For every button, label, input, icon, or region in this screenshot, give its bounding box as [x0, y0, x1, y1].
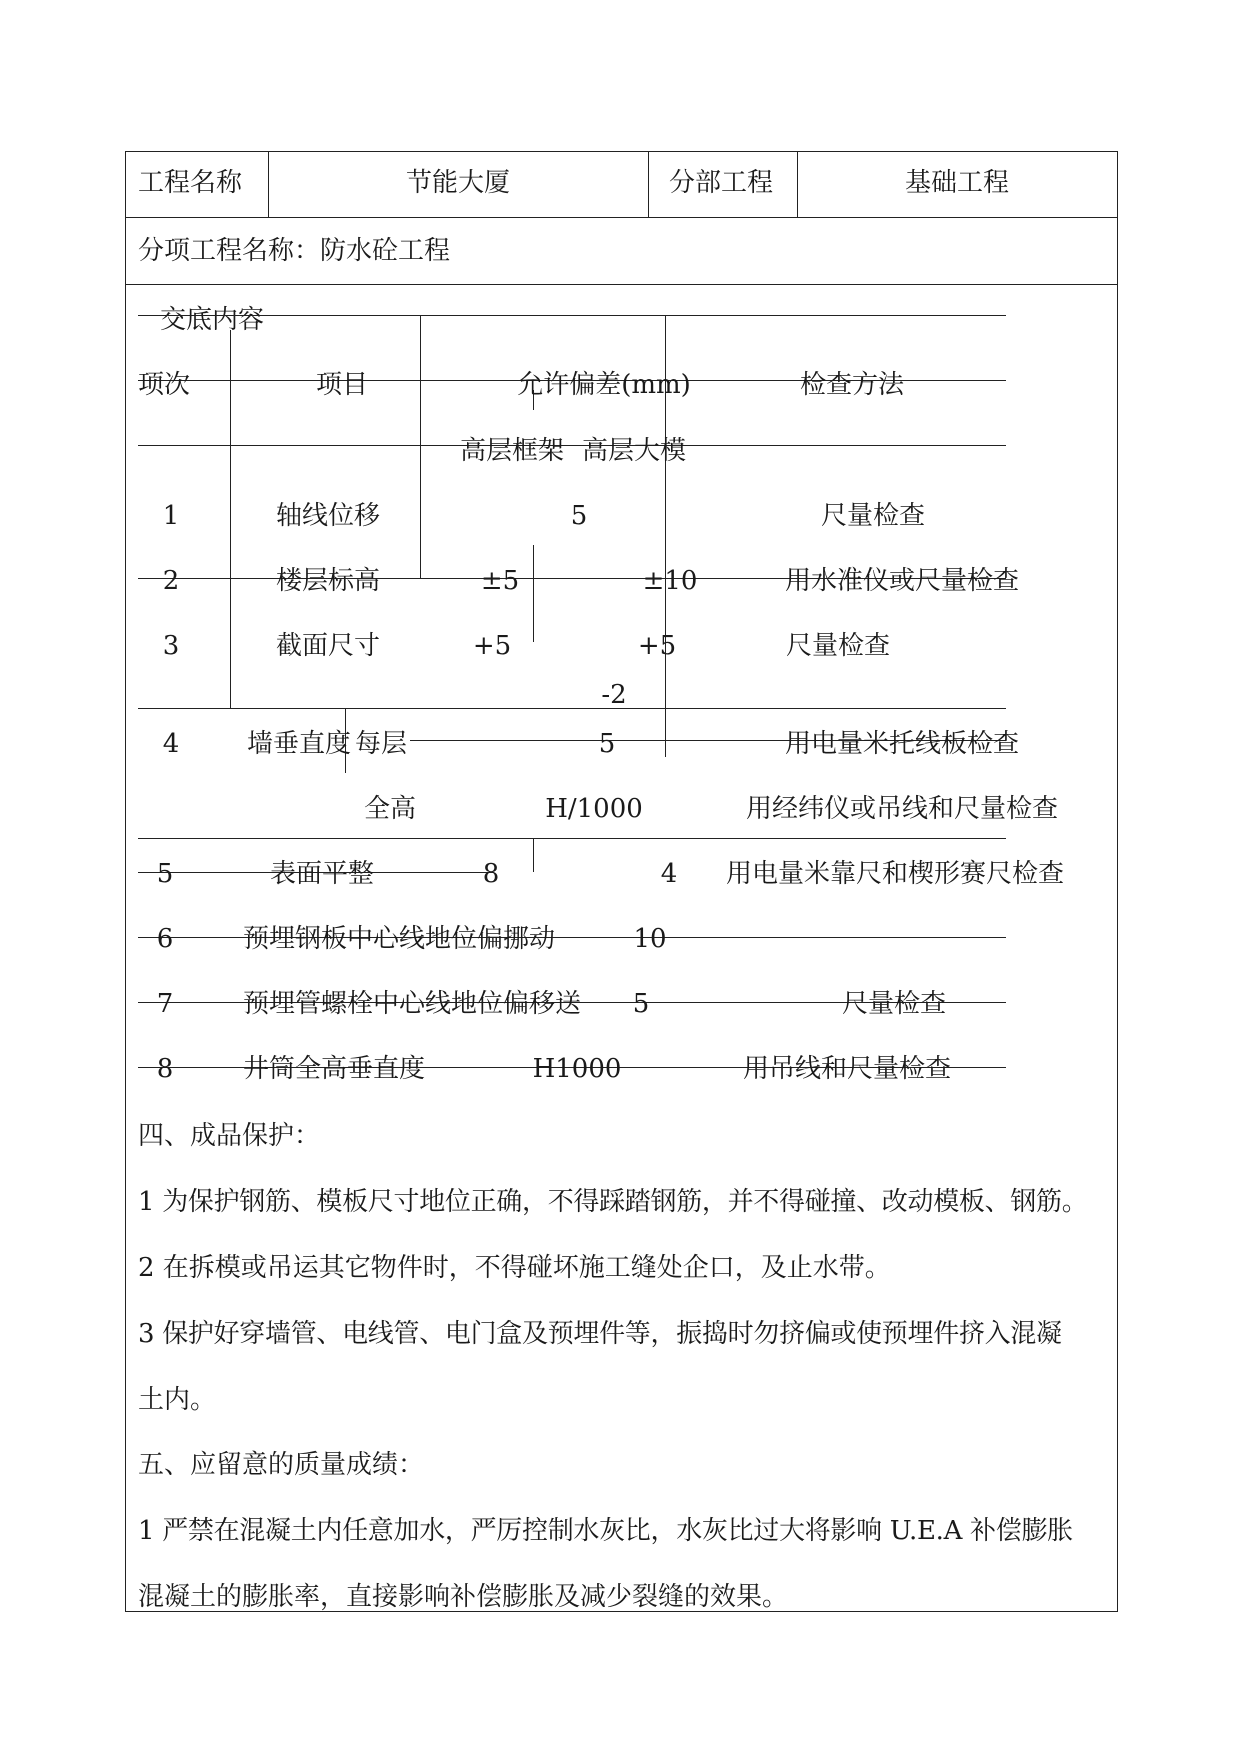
- row-6-value: 10: [633, 924, 667, 954]
- row-3-value-form: +5: [637, 631, 677, 661]
- row-1-no: 1: [162, 501, 180, 531]
- col-header-no: 项次: [138, 370, 191, 400]
- section-5-title: 五、应留意的质量成绩：: [138, 1450, 425, 1480]
- section-4-item-3: 3 保护好穿墙管、电线管、电门盒及预埋件等，振捣时勿挤偏或使预埋件挤入混凝: [138, 1319, 1062, 1349]
- subheader-frame: 高层框架: [460, 436, 565, 466]
- col-header-item: 项目: [315, 370, 369, 400]
- row-4-no: 4: [162, 729, 180, 759]
- row-2-no: 2: [162, 566, 180, 596]
- row-2-value-form: ±10: [642, 566, 698, 596]
- rule-vline: [230, 330, 231, 708]
- row-6-item: 预埋钢板中心线地位偏挪动: [243, 924, 556, 954]
- rule-vline: [533, 545, 534, 642]
- subheader-form: 高层大模: [582, 436, 687, 466]
- row-8-method: 用吊线和尺量检查: [742, 1054, 952, 1084]
- row-4b-sub: 全高: [363, 794, 417, 824]
- subitem-bottom-line: [125, 284, 1118, 285]
- row-5-method: 用电量米靠尺和楔形赛尺检查: [725, 859, 1065, 889]
- row-8-item: 井筒全高垂直度: [243, 1054, 426, 1084]
- rule-vline: [420, 315, 421, 578]
- section-5-item-1-cont: 混凝土的膨胀率，直接影响补偿膨胀及减少裂缝的效果。: [138, 1582, 789, 1612]
- row-3-value-frame: +5: [472, 631, 512, 661]
- row-3-value-minus: -2: [601, 680, 627, 710]
- row-5-value-form: 4: [660, 859, 678, 889]
- row-8-no: 8: [156, 1054, 174, 1084]
- row-6-no: 6: [156, 924, 174, 954]
- content-label: 交底内容: [160, 305, 265, 335]
- project-name-value: 节能大厦: [405, 168, 511, 198]
- col-header-tolerance: 允许偏差(mm): [517, 370, 691, 400]
- row-3-no: 3: [162, 631, 180, 661]
- row-1-value: 5: [570, 501, 588, 531]
- rule-vline: [533, 838, 534, 872]
- row-3-item: 截面尺寸: [275, 631, 381, 661]
- project-name-label: 工程名称: [138, 168, 243, 198]
- row-7-item: 预埋管螺栓中心线地位偏移送: [243, 989, 582, 1019]
- header-divider-1: [268, 151, 269, 217]
- row-5-no: 5: [156, 859, 174, 889]
- division-value: 基础工程: [904, 168, 1010, 198]
- section-4-item-3-cont: 土内。: [138, 1385, 217, 1415]
- row-7-method: 尺量检查: [841, 989, 947, 1019]
- row-2-item: 楼层标高: [275, 566, 381, 596]
- row-5-value-frame: 8: [482, 859, 500, 889]
- row-4b-method: 用经纬仪或吊线和尺量检查: [745, 794, 1059, 824]
- header-bottom-line: [125, 217, 1118, 218]
- header-divider-2: [648, 151, 649, 217]
- division-label: 分部工程: [669, 168, 774, 198]
- col-header-method: 检查方法: [799, 370, 905, 400]
- row-7-value: 5: [632, 989, 650, 1019]
- rule-line: [138, 315, 1006, 316]
- row-4-method: 用电量米托线板检查: [784, 729, 1020, 759]
- rule-line: [138, 708, 1006, 709]
- row-1-method: 尺量检查: [820, 501, 926, 531]
- row-3-method: 尺量检查: [785, 631, 891, 661]
- row-2-value-frame: ±5: [480, 566, 520, 596]
- row-7-no: 7: [156, 989, 174, 1019]
- header-divider-3: [797, 151, 798, 217]
- row-1-item: 轴线位移: [275, 501, 381, 531]
- row-4-value: 5: [598, 729, 616, 759]
- section-5-item-1: 1 严禁在混凝土内任意加水，严厉控制水灰比，水灰比过大将影响 U.E.A 补偿膨胀: [138, 1516, 1073, 1546]
- row-4b-value: H/1000: [545, 794, 643, 824]
- row-4-item: 墙垂直度: [247, 729, 352, 759]
- row-5-item: 表面平整: [269, 859, 375, 889]
- subitem-name: 分项工程名称：防水砼工程: [138, 236, 451, 266]
- row-8-value: H1000: [532, 1054, 622, 1084]
- row-4-sub: 每层: [355, 729, 408, 759]
- row-2-method: 用水准仪或尺量检查: [784, 566, 1020, 596]
- section-4-item-1: 1 为保护钢筋、模板尺寸地位正确，不得踩踏钢筋，并不得碰撞、改动模板、钢筋。: [138, 1187, 1088, 1217]
- section-4-title: 四、成品保护：: [138, 1121, 321, 1151]
- rule-line: [138, 445, 1006, 446]
- rule-line: [138, 838, 1006, 839]
- section-4-item-2: 2 在拆模或吊运其它物件时，不得碰坏施工缝处企口，及止水带。: [138, 1253, 891, 1283]
